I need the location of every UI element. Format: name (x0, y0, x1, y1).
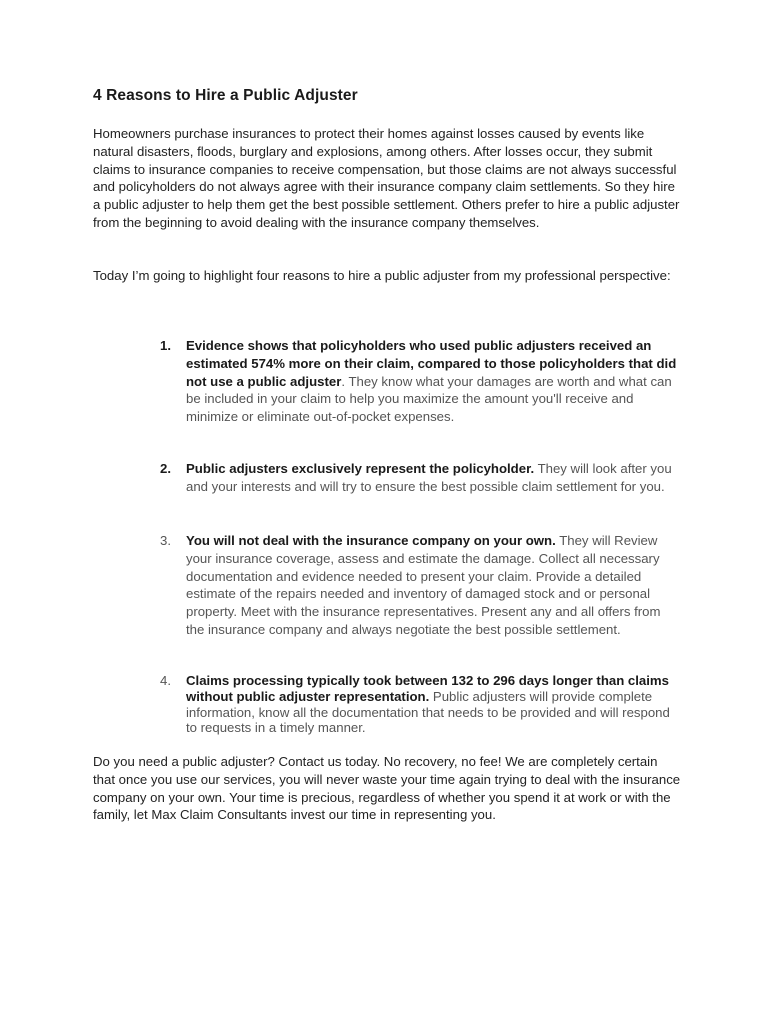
reason-lead-1: Evidence shows that policyholders who used public adjusters received an estimated 574% more on their claim, compared to those policyholders that did not use a public adjuster (186, 338, 677, 389)
reason-body-2 (186, 460, 680, 496)
reason-body-1 (186, 337, 680, 426)
reason-lead-3: You will not deal with the insurance company on your own. (186, 533, 556, 548)
reason-text-3: They will Review your insurance coverage, assess and estimate the damage. Collect all necessary documentation and evidence needed to present your claim. Provide a detailed estimate of the repairs needed and inventory of damaged stock and or personal property. Meet with the insurance representatives. Present any and all offers from the insurance company and always negotiate the best possible settlement. (186, 533, 661, 637)
reason-lead-2: Public adjusters exclusively represent the policyholder. (186, 461, 535, 476)
reason-number-4: 4. (160, 673, 171, 688)
reason-text-1: . They know what your damages are worth and what can be included in your claim to help you maximize the amount you'll receive and minimize or eliminate out-of-pocket expenses. (186, 373, 672, 425)
reason-number-3: 3. (160, 533, 171, 548)
reason-text-4: Public adjusters will provide complete information, know all the documentation that needs to be provided and will respond to requests in a timely manner. (186, 688, 670, 736)
lead-in-paragraph: Today I’m going to highlight four reasons to hire a public adjuster from my professional perspective: (93, 268, 671, 283)
reason-item-1 (160, 337, 680, 426)
reason-body-3 (186, 532, 680, 639)
reason-item-3 (160, 532, 680, 639)
reason-number-1: 1. (160, 338, 171, 353)
reason-body-4 (186, 673, 680, 736)
reason-text-2: They will look after you and your interests and will try to ensure the best possible claim settlement for you. (186, 461, 672, 494)
reason-number-2: 2. (160, 461, 171, 476)
intro-paragraph: Homeowners purchase insurances to protect their homes against losses caused by events like natural disasters, floods, burglary and explosions, among others. After losses occur, they submit claims to insurance companies to receive compensation, but those claims are not always successful and policyholders do not always agree with their insurance company claim settlements. So they hire a public adjuster to help them get the best possible settlement. Others prefer to hire a public adjuster from the beginning to avoid dealing with the insurance company themselves. (93, 126, 680, 230)
document-title: 4 Reasons to Hire a Public Adjuster (93, 87, 358, 104)
reason-item-2 (160, 460, 680, 496)
closing-paragraph: Do you need a public adjuster? Contact us today. No recovery, no fee! We are completely certain that once you use our services, you will never waste your time again trying to deal with the insurance company on your own. Your time is precious, regardless of whether you spend it at work or with the family, let Max Claim Consultants invest our time in representing you. (93, 754, 681, 823)
reason-item-4 (160, 673, 680, 736)
reason-lead-4: Claims processing typically took between 132 to 296 days longer than claims without public adjuster representation. (186, 673, 669, 704)
